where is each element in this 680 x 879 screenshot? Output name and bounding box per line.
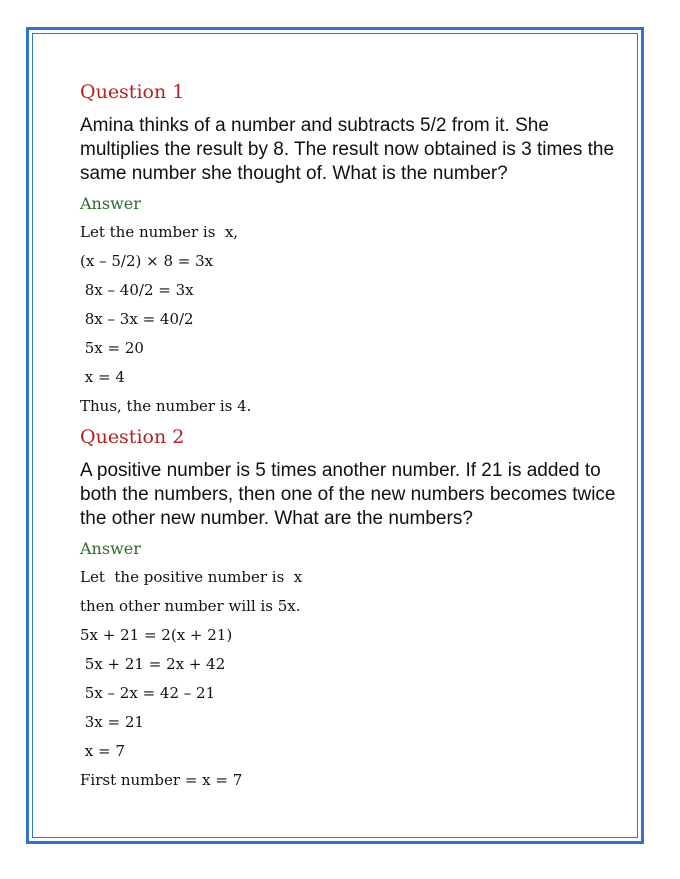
solution-line: 8x – 40/2 = 3x [80, 281, 194, 299]
question-heading: Question 1 [80, 81, 185, 103]
solution-line: 5x – 2x = 42 – 21 [80, 684, 216, 702]
solution-line: 5x + 21 = 2(x + 21) [80, 626, 233, 644]
solution-line: 8x – 3x = 40/2 [80, 310, 194, 328]
answer-heading: Answer [80, 539, 141, 558]
solution-line: Let the number is x, [80, 223, 239, 241]
question-text: Amina thinks of a number and subtracts 5/2 from it. She multiplies the result by 8. The result now obtained is 3 times the same number she thought of. What is the number? [80, 115, 615, 184]
solution-line: First number = x = 7 [80, 771, 243, 789]
question-heading: Question 2 [80, 426, 185, 448]
solution-line: Thus, the number is 4. [80, 397, 252, 415]
solution-line: 3x = 21 [80, 713, 144, 731]
question-2 [80, 425, 620, 790]
solution-line: Let the positive number is x [80, 568, 303, 586]
solution-line: then other number will is 5x. [80, 597, 301, 615]
solution-line: x = 4 [80, 368, 125, 386]
solution-line: x = 7 [80, 742, 125, 760]
document-content [80, 80, 620, 799]
answer-heading: Answer [80, 194, 141, 213]
solution-line: (x – 5/2) × 8 = 3x [80, 252, 214, 270]
question-1 [80, 80, 620, 416]
question-text: A positive number is 5 times another number. If 21 is added to both the numbers, then one of the new numbers becomes twice the other new number. What are the numbers? [80, 460, 616, 529]
solution-line: 5x = 20 [80, 339, 144, 357]
solution-line: 5x + 21 = 2x + 42 [80, 655, 226, 673]
